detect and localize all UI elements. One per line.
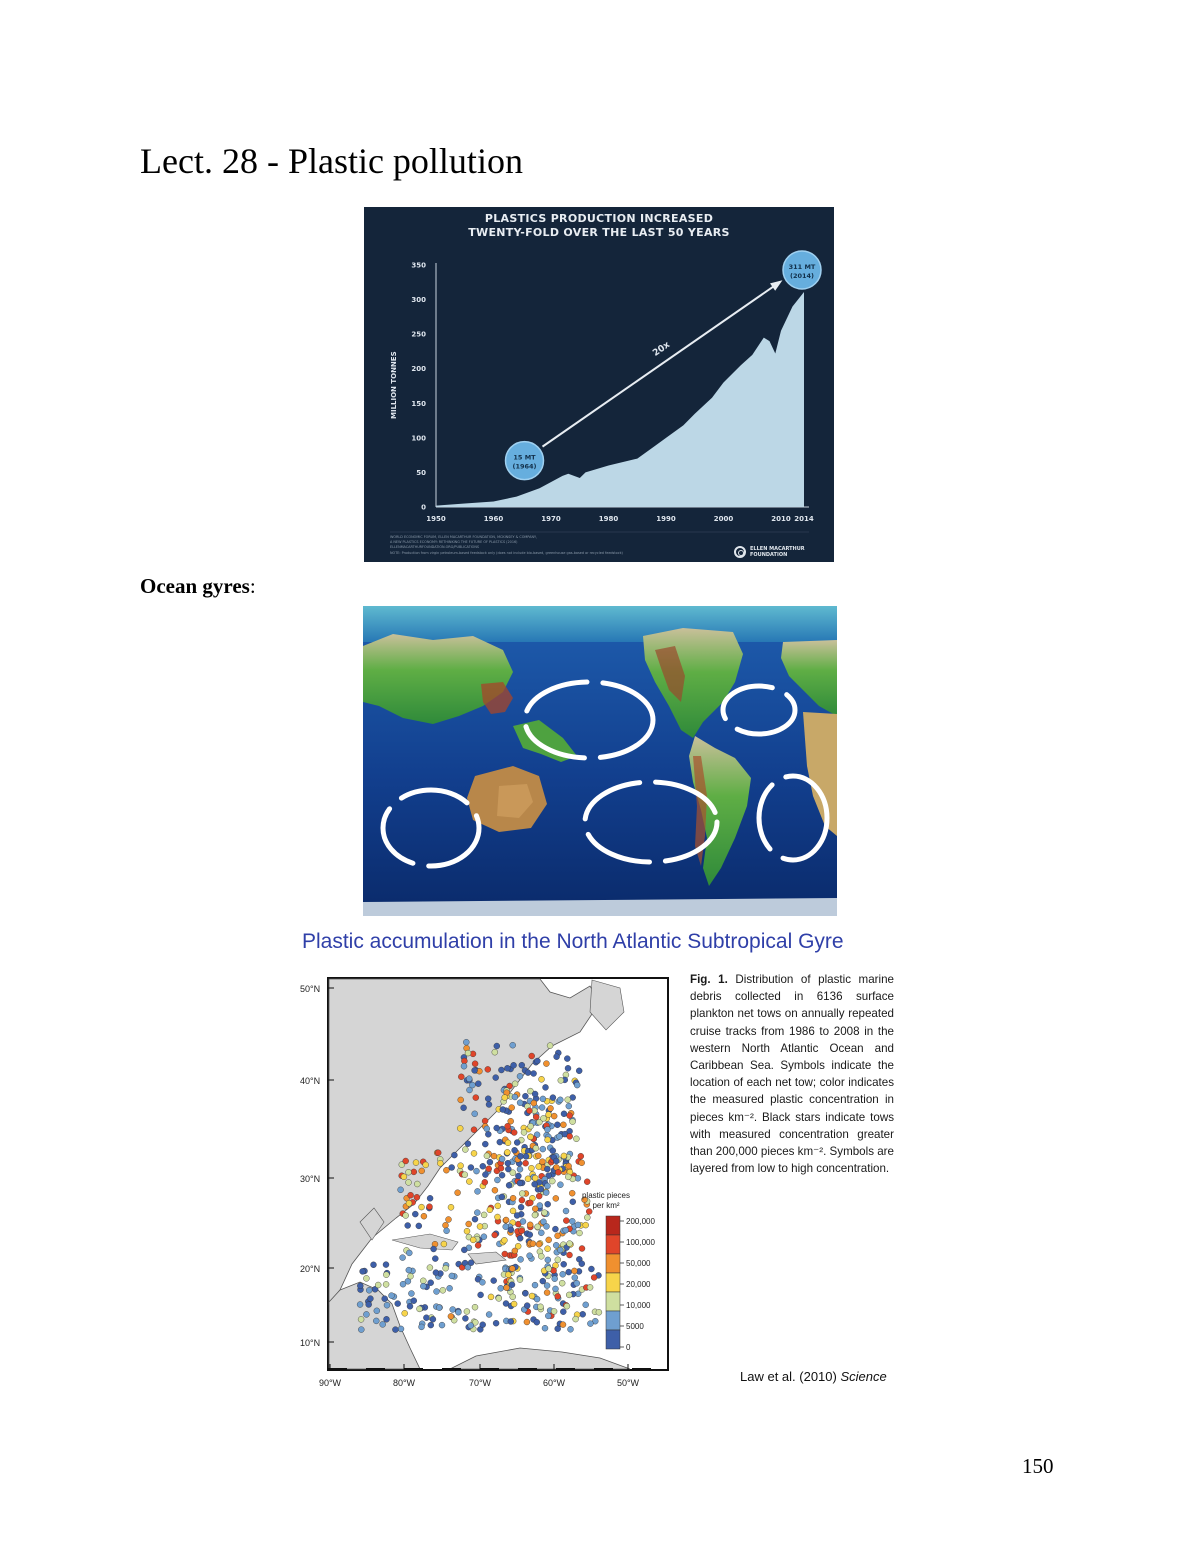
x-tick-label: 2010 — [771, 515, 791, 523]
section-label-colon: : — [249, 574, 256, 598]
x-tick-label: 1980 — [598, 515, 619, 523]
arctic-shelf — [363, 606, 837, 642]
legend-level-label: 0 — [626, 1343, 631, 1352]
accumulation-figure-title: Plastic accumulation in the North Atlantic Subtropical Gyre — [302, 930, 844, 953]
y-tick-label: 200 — [411, 365, 426, 374]
footnote-line-3: ELLENMACARTHURFOUNDATION.ORG/PUBLICATIONS — [390, 545, 480, 549]
footnote-line-4: NOTE: Production from virgin petroleum-based feedstock only (does not include bio-based, greenhouse gas-based or recycled feedstock) — [390, 551, 623, 555]
y-tick-label: 250 — [411, 330, 426, 339]
x-tick-label: 1970 — [541, 515, 561, 523]
ocean-gyres-map — [363, 606, 837, 916]
legend-swatch — [606, 1273, 620, 1292]
logo-line2: FOUNDATION — [750, 552, 788, 558]
legend-level-label: 10,000 — [626, 1301, 651, 1310]
longitude-label: 50°W — [616, 1378, 640, 1388]
y-tick-label: 100 — [411, 434, 426, 443]
longitude-label: 80°W — [392, 1378, 416, 1388]
section-label — [140, 574, 256, 599]
x-tick-label: 1960 — [483, 515, 504, 523]
x-tick-label: 2000 — [713, 515, 734, 523]
end-bubble — [783, 251, 821, 289]
y-tick-label: 50 — [416, 468, 426, 477]
longitude-label: 70°W — [468, 1378, 492, 1388]
figure-caption — [690, 971, 894, 1177]
legend-level-label: 20,000 — [626, 1280, 651, 1289]
y-tick-label: 350 — [411, 261, 426, 270]
chart-title-line2: TWENTY-FOLD OVER THE LAST 50 YEARS — [468, 226, 730, 239]
start-bubble-year: (1964) — [512, 462, 537, 471]
page-number: 150 — [1022, 1454, 1054, 1478]
caption-label: Fig. 1. — [690, 973, 728, 986]
caption-body: Distribution of plastic marine debris collected in 6136 surface plankton net tows on annually repeated cruise tracks from 1986 to 2008 in the western North Atlantic Ocean and Caribbean Sea. Symbols indicate the location of each net tow; color indicates the measured plastic concentration in pieces km⁻². Black stars indicate tows with measured concentration greater than 200,000 pieces km⁻². Symbols are layered from low to high concentration. — [690, 973, 894, 1176]
chart-title-line1: PLASTICS PRODUCTION INCREASED — [484, 212, 714, 225]
production-area-series — [436, 292, 804, 507]
footnote-line-1: WORLD ECONOMIC FORUM, ELLEN MACARTHUR FOUNDATION, MCKINSEY & COMPANY, — [390, 535, 538, 539]
y-tick-label: 0 — [421, 503, 426, 512]
legend-swatch — [606, 1254, 620, 1273]
start-bubble-value: 15 MT — [513, 453, 536, 462]
y-tick-label: 150 — [411, 399, 426, 408]
legend-level-label: 100,000 — [626, 1238, 655, 1247]
plastic-distribution-map — [300, 972, 680, 1392]
legend-swatch — [606, 1311, 620, 1330]
latitude-label: 50°N — [300, 984, 321, 994]
growth-arrow-label: 20x — [651, 340, 673, 359]
legend-level-label: 50,000 — [626, 1259, 651, 1268]
citation-journal: Science — [840, 1369, 887, 1384]
latitude-label: 20°N — [300, 1264, 321, 1274]
legend-level-label: 5000 — [626, 1322, 644, 1331]
ellen-macarthur-logo — [734, 545, 834, 559]
citation — [740, 1369, 887, 1384]
latitude-label: 40°N — [300, 1076, 321, 1086]
legend-swatch — [606, 1216, 620, 1235]
logo-line1: ELLEN MACARTHUR — [750, 546, 805, 552]
end-bubble-value: 311 MT — [788, 262, 816, 271]
page-title: Lect. 28 - Plastic pollution — [140, 141, 523, 181]
x-tick-label: 1950 — [426, 515, 446, 523]
end-bubble-year: (2014) — [789, 271, 815, 280]
longitude-label: 90°W — [318, 1378, 342, 1388]
footnote-line-2: A NEW PLASTICS ECONOMY: RETHINKING THE FUTURE OF PLASTICS (2016) — [390, 540, 518, 544]
latitude-label: 30°N — [300, 1174, 321, 1184]
growth-arrowhead — [770, 280, 782, 291]
section-label-text: Ocean gyres — [140, 574, 250, 598]
y-tick-label: 300 — [411, 296, 426, 305]
x-tick-label: 2014 — [794, 515, 814, 523]
legend-swatch — [606, 1292, 620, 1311]
legend-level-label: 200,000 — [626, 1217, 655, 1226]
latitude-label: 10°N — [300, 1338, 321, 1348]
longitude-label: 60°W — [542, 1378, 566, 1388]
y-axis-label: MILLION TONNES — [390, 351, 398, 419]
legend-swatch — [606, 1235, 620, 1254]
chart-plot-area — [364, 207, 834, 562]
legend-title-line2: per km² — [592, 1201, 620, 1210]
foundation-logo-icon — [734, 546, 746, 558]
start-bubble — [506, 442, 544, 480]
plastics-production-chart — [364, 207, 834, 562]
x-tick-label: 1990 — [656, 515, 676, 523]
citation-authors: Law et al. (2010) — [740, 1369, 841, 1384]
legend-swatch — [606, 1330, 620, 1349]
legend-title-line1: plastic pieces — [581, 1191, 631, 1200]
